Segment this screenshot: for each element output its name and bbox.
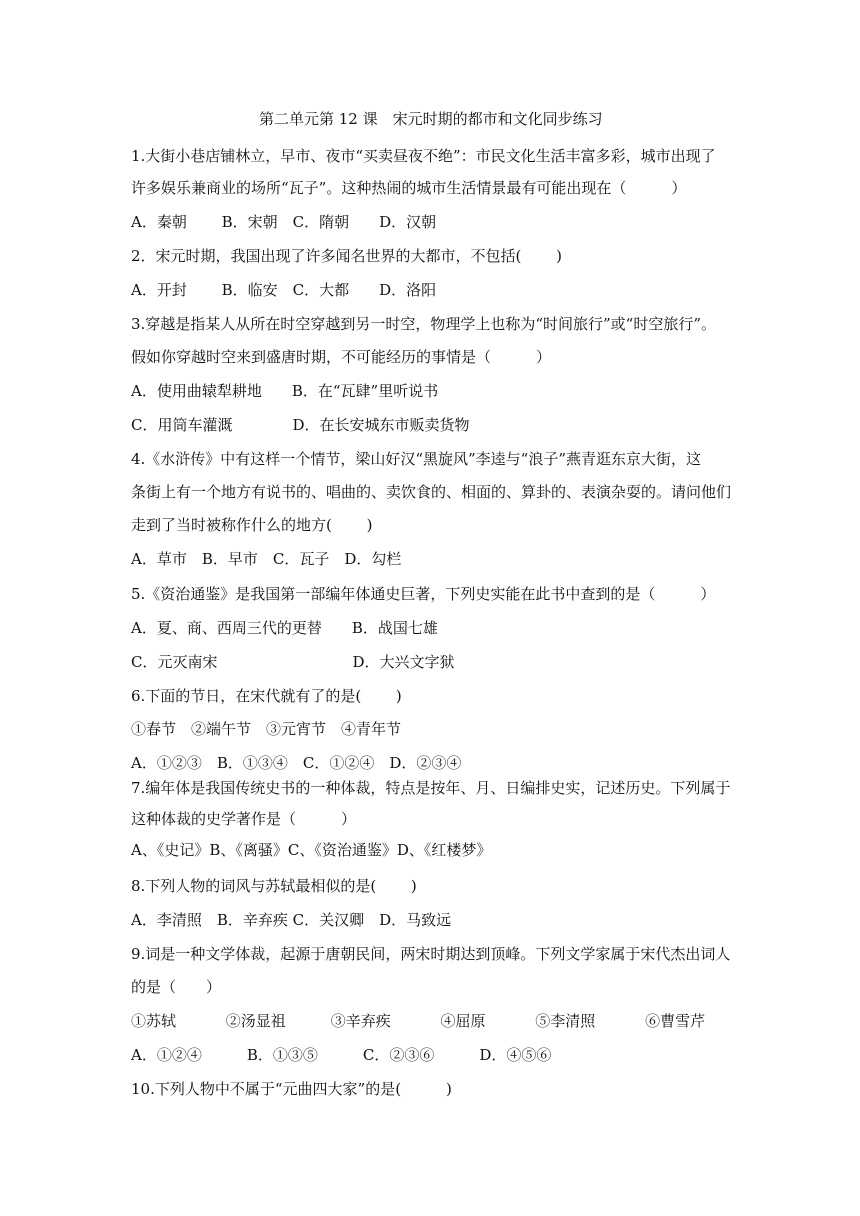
text-line: ①苏轼 ②汤显祖 ③辛弃疾 ④屈原 ⑤李清照 ⑥曹雪芹 (131, 1012, 706, 1030)
text-line: 5.《资治通鉴》是我国第一部编年体通史巨著，下列史实能在此书中查到的是（ ） (131, 585, 716, 603)
text-line: C．元灭南宋 D．大兴文字狱 (131, 653, 455, 671)
text-line: 走到了当时被称作什么的地方( ) (131, 516, 373, 534)
text-line: 3.穿越是指某人从所在时空穿越到另一时空，物理学上也称为“时间旅行”或“时空旅行”。 (131, 315, 716, 333)
text-line: 1.大街小巷店铺林立，早市、夜市“买卖昼夜不绝”：市民文化生活丰富多彩，城市出现了 (131, 147, 716, 165)
text-line: 的是（ ） (131, 978, 222, 996)
text-line: 4.《水浒传》中有这样一个情节，梁山好汉“黑旋风”李逵与“浪子”燕青逛东京大街，这 (131, 450, 701, 468)
text-line: A．夏、商、西周三代的更替 B．战国七雄 (131, 619, 438, 637)
text-line: 8.下列人物的词风与苏轼最相似的是( ) (131, 877, 417, 895)
text-line: A．使用曲辕犁耕地 B．在“瓦肆”里听说书 (131, 382, 439, 400)
page-title: 第二单元第 12 课 宋元时期的都市和文化同步练习 (259, 110, 603, 128)
text-line: A．①②④ B．①③⑤ C．②③⑥ D．④⑤⑥ (131, 1046, 552, 1064)
text-line: 9.词是一种文学体裁，起源于唐朝民间，两宋时期达到顶峰。下列文学家属于宋代杰出词人 (131, 945, 731, 963)
text-line: A．草市 B．早市 C．瓦子 D．勾栏 (131, 550, 402, 568)
text-line: 6.下面的节日，在宋代就有了的是( ) (131, 687, 402, 705)
text-line: A．①②③ B．①③④ C．①②④ D．②③④ (131, 754, 462, 772)
text-line: A、《史记》B、《离骚》C、《资治通鉴》D、《红楼梦》 (131, 841, 492, 859)
text-line: A．秦朝 B．宋朝 C．隋朝 D．汉朝 (131, 213, 437, 231)
text-line: A．开封 B．临安 C．大都 D．洛阳 (131, 281, 437, 299)
text-line: 许多娱乐兼商业的场所“瓦子”。这种热闹的城市生活情景最有可能出现在（ ） (131, 179, 687, 197)
text-line: ①春节 ②端午节 ③元宵节 ④青年节 (131, 720, 402, 738)
text-line: 7.编年体是我国传统史书的一种体裁，特点是按年、月、日编排史实，记述历史。下列属于 (131, 779, 731, 797)
text-line: 条街上有一个地方有说书的、唱曲的、卖饮食的、相面的、算卦的、表演杂耍的。请问他们 (131, 483, 732, 501)
text-line: C．用筒车灌溉 D．在长安城东市贩卖货物 (131, 416, 470, 434)
text-line: 2．宋元时期，我国出现了许多闻名世界的大都市，不包括( ) (131, 247, 563, 265)
text-line: A．李清照 B．辛弃疾 C．关汉卿 D．马致远 (131, 911, 452, 929)
text-line: 这种体裁的史学著作是（ ） (131, 810, 357, 828)
text-line: 10.下列人物中不属于“元曲四大家”的是( ) (131, 1080, 452, 1098)
text-line: 假如你穿越时空来到盛唐时期，不可能经历的事情是（ ） (131, 348, 552, 366)
